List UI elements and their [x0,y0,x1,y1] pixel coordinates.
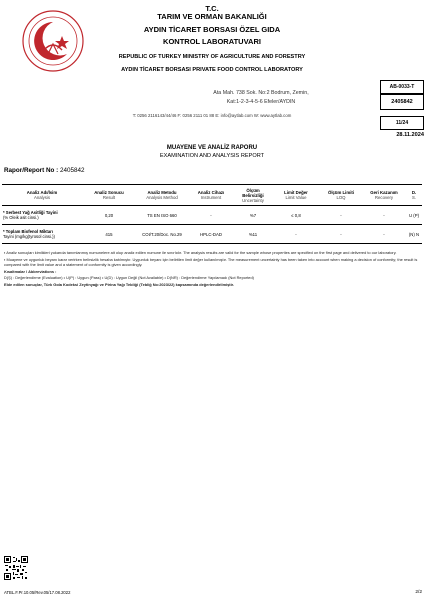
col-result: Analiz Sonucu Result [82,185,136,206]
report-title-en: EXAMINATION AND ANALYSIS REPORT [159,153,265,159]
row2-uncertainty: %11 [234,225,272,244]
header-lab-en: AYDIN TİCARET BORSASI PRIVATE FOOD CONTROL LABORATORY [121,67,303,73]
row1-instrument: - [188,206,234,225]
note-1: ▪ Analiz sonuçları kimlikleri yukarıda tanımlanmış numunelere ait olup analiz edilen numune ile sınırlıdır. The analysis results are valid for the sample whose properties are specified on the first page and delivered to our laboratory. [4,250,397,255]
row1-result: 0,20 [82,206,136,225]
col-loq: Ölçüm Limiti LOQ [320,185,362,206]
address-line2: Kat:1-2-3-4-5-6 Efeler/AYDIN [226,98,296,105]
row2-limit: - [272,225,320,244]
report-number-value: 2405842 [59,167,85,174]
qr-code [4,556,28,580]
row1-analysis: * Serbest Yağ Asitliği Tayini (% Oleik asit cinsi.) [2,206,82,225]
row1-loq: - [320,206,362,225]
row2-instrument: HPLC-DAD [188,225,234,244]
row2-result: 415 [82,225,136,244]
row2-recovery: - [362,225,406,244]
col-analysis: Analiz Adı/İsim Analysis [2,185,82,206]
report-number [4,167,85,174]
col-instrument: Analiz Cihazı Instrument [188,185,234,206]
report-title-tr: MUAYENE VE ANALİZ RAPORU [166,145,258,151]
header-tc: T.C. [205,4,219,13]
note-abbreviations: D(Ş) : Değerlendirme (Evaluation) • U(P) : Uygun (Pass) • U(D) : Uygun Değil (Not Available) • D(NR) : Değerlendirme Yapılamadı (Not Reported) [4,275,254,281]
header-ministry-en: REPUBLIC OF TURKEY MINISTRY OF AGRICULTURE AND FORESTRY [118,54,306,60]
notes-block [4,250,418,289]
col-uncertainty: Ölçüm Belirsizliği Uncertainty [234,185,272,206]
note-evaluation: Elde edilen sonuçlar, Türk Gıda Kodeksi Zeytinyağı ve Pirina Yağı Tebliği (Tebliğ No:2023/22) kapsamında değerlendirilmiştir. [4,282,235,288]
note-2: ▪ Muayene ve uygunluk beyanı karar verirken belirsizlik hesaba katılmıştır. Uygunluk beyanı için belirtilen limit değer kullanılmıştır. The measurement uncertainty has been taken into account when making a decision of conformity; the result is compared with the limit value and a statement of conformity is given accordingly. [4,256,418,267]
header-lab-line2: KONTROL LABORATUVARI [163,37,261,46]
page-number: 2/2 [415,590,422,595]
results-table [2,184,422,244]
row2-ds: (N) N [406,225,422,244]
ref-code-box: AB-0033-T [380,80,424,94]
address-block [186,89,336,106]
report-number-label: Rapor/Report No : [4,167,59,174]
table-header-row [2,185,422,206]
address-line1: Ata Mah. 738 Sok. No:2 Bodrum, Zemin, [213,90,309,96]
row1-uncertainty: %7 [234,206,272,225]
footer-form-code: ATBL.F.Pr.10.05/Rev.05/17.08.2022 [4,590,71,595]
header-lab-line1: AYDIN TİCARET BORSASI ÖZEL GIDA [143,25,281,34]
col-limit: Limit Değer Limit Value [272,185,320,206]
row1-ds: U (P) [406,206,422,225]
row1-limit: ≤ 0,8 [272,206,320,225]
table-row [2,206,422,225]
col-method: Analiz Metodu Analysis Method [136,185,188,206]
ref-period-box: 11/24 [380,116,424,130]
col-ds: D. S. [406,185,422,206]
header-ministry-tr: TARIM VE ORMAN BAKANLIĞI [157,12,267,21]
note-abbreviations-label: Kısaltmalar / Abbreviations : [4,268,57,274]
table-row [2,225,422,244]
row1-method: TS EN ISO 660 [136,206,188,225]
report-date: 28.11.2024 [396,132,424,138]
contact-line: T: 0256 2116143/44/46 F: 0256 2111 01 88 E: info@aytlab.com W: www.aytlab.com [132,113,292,118]
row2-method: COI/T.20/Doc. No.29 [136,225,188,244]
col-recovery: Geri Kazanım Recovery [362,185,406,206]
row2-loq: - [320,225,362,244]
row1-recovery: - [362,206,406,225]
ref-number-box: 2405842 [380,94,424,110]
row2-analysis: * Toplam Biofenol Miktarı Tayini (mg/kg(tyrosol cinsi.)) [2,225,82,244]
